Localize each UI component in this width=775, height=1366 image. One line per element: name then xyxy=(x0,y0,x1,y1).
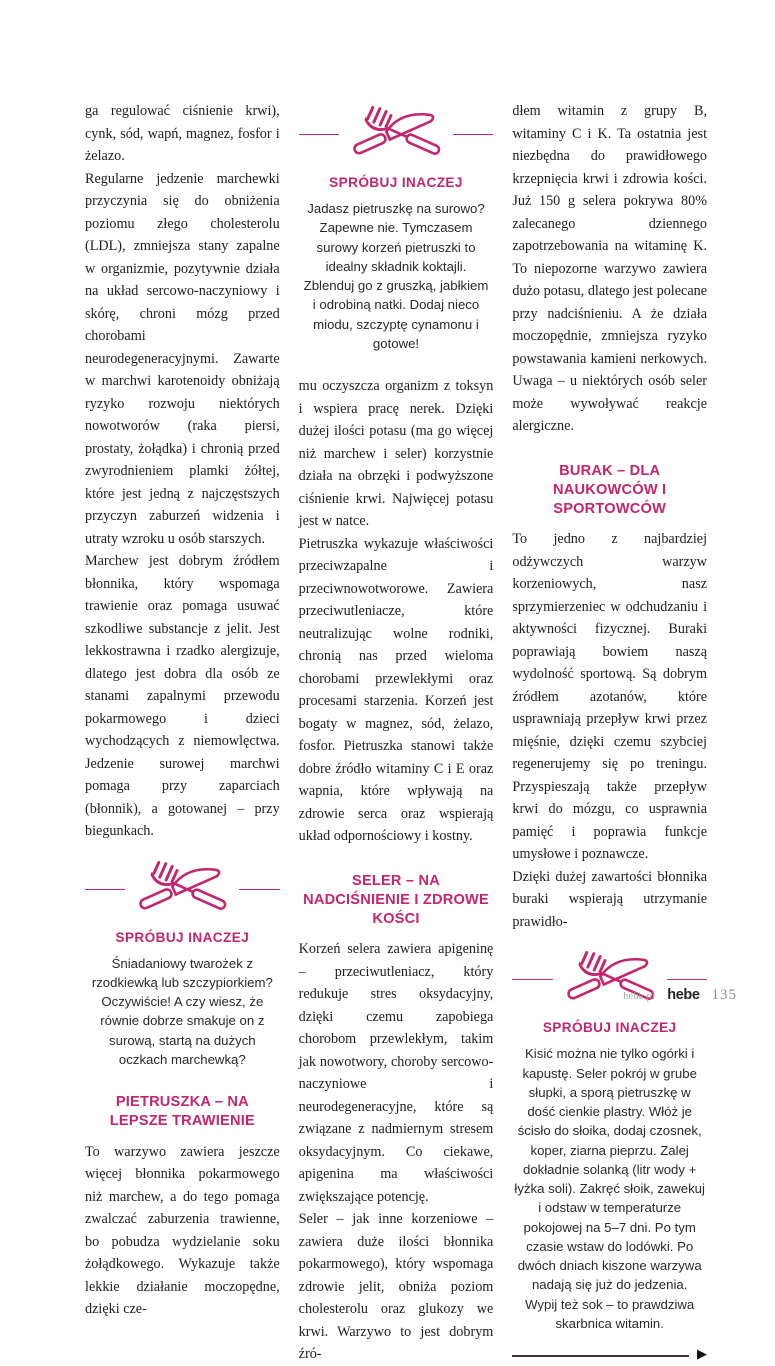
divider-line xyxy=(299,134,339,135)
column-middle xyxy=(299,100,494,1366)
page-number: 135 xyxy=(711,987,737,1003)
section-heading-pietruszka: PIETRUSZKA – NA LEPSZE TRAWIENIE xyxy=(109,1094,255,1130)
paragraph: Seler – jak inne korzeniowe – zawiera duże ilości błonnika pokarmowego), który wspomaga zdrowie jelit, obniża poziom cholesterolu oraz glukozy we krwi. Warzywo to jest dobrym źró- xyxy=(298,1211,494,1363)
paragraph: Pietruszka wykazuje właściwości przeciwzapalne i przeciwnowotworowe. Zawiera przeciwutleniacze, które neutralizując wolne rodniki, chronią nas przed wieloma chorobami przewlekłymi oraz procesami starzenia. Korzeń jest bogaty w magnez, sód, żelazo, fosfor. Pietruszka stanowi także dobre źródło witaminy C i E oraz wapnia, które wpływają na zdrowie serca oraz wspierają układ odpornościowy i kostny. xyxy=(298,535,494,845)
divider-line xyxy=(85,889,125,890)
divider-line xyxy=(512,979,552,980)
footer-site-url: hebe.pl xyxy=(623,991,656,1002)
paragraph: To jedno z najbardziej odżywczych warzyw korzeniowych, nasz sprzymierzeniec w odchudzaniu i aktywności fizycznej. Buraki poprawiają bowiem naszą wydolność sportową. Są dobrym źródłem azotanów, które usprawniają przepływ krwi przez mięśnie, dzięki czemu szybciej regenerujemy się po treningu. Przyspieszają także przepływ krwi do mózgu, co usprawnia pamięć i poprawia funkcje umysłowe i poznawcze. xyxy=(512,531,708,863)
try-box-text: Śniadaniowy twarożek z rzodkiewką lub szczypiorkiem? Oczywiście! A czy wiesz, że równie dobrze smakuje on z surową, startą na dużych oczkach marchewką? xyxy=(91,955,273,1067)
section-heading-burak: BURAK – DLA NAUKOWCÓW I SPORTOWCÓW xyxy=(553,462,667,517)
try-box-text: Kisić można nie tylko ogórki i kapustę. Seler pokrój w grube słupki, a sporą pietruszkę w dość cienkie plastry. Włóż je ścisło do słoika, dodaj czosnek, koper, ziarna pieprzu. Zalej dokładnie solanką (litr wody + łyżka soli). Zakręć słoik, zawekuj i odstaw w temperaturze pokojowej na 5–7 dni. Po tym czasie wstaw do lodówki. Po dwóch dniach kiszone warzywa nadają się już do jedzenia. Wypij też sok – to prawdziwa skarbnica witamin. xyxy=(514,1046,705,1331)
fork-knife-icon xyxy=(344,102,448,167)
page-footer xyxy=(623,987,737,1004)
continue-arrow-icon: ▶ xyxy=(697,1347,708,1363)
divider-line xyxy=(239,889,279,890)
paragraph: Korzeń selera zawiera apigeninę – przeciwutleniacz, który redukuje stres oksydacyjny, dzięki czemu zapobiega chorobom przewlekłym, takim jak nowotwory, choroby sercowo-naczyniowe i neurodegeneracyjne, które są związane z nadmiernym stresem oksydacyjnym. Co ciekawe, apigenina ma właściwości zwiększające potencję. xyxy=(298,941,494,1205)
try-box-title: SPRÓBUJ INACZEJ xyxy=(542,1020,677,1036)
paragraph: mu oczyszcza organizm z toksyn i wspiera pracę nerek. Dzięki dużej ilości potasu (ma go więcej niż marchew i seler) korzystnie działa na obrzęki i podwyższone ciśnienie krwi. Najwięcej potasu jest w natce. xyxy=(298,378,494,530)
magazine-page-body xyxy=(85,100,707,1366)
try-box-title: SPRÓBUJ INACZEJ xyxy=(115,929,250,945)
column-left xyxy=(85,100,280,1366)
hebe-logo: hebe xyxy=(667,987,700,1003)
end-rule-line xyxy=(512,1355,689,1357)
paragraph: To warzywo zawiera jeszcze więcej błonnika pokarmowego niż marchew, a do tego pomaga zwalczać zaburzenia trawienne, bo pobudza wydzielanie soku żołądkowego. Wykazuje także lekkie działanie moczopędne, dzięki cze- xyxy=(85,1143,280,1318)
column-right xyxy=(512,100,707,1366)
paragraph: ga regulować ciśnienie krwi), cynk, sód, wapń, magnez, fosfor i żelazo. xyxy=(85,103,280,164)
paragraph: dłem witamin z grupy B, witaminy C i K. Ta ostatnia jest niezbędna do prawidłowego krzepnięcia krwi i zdrowia kości. Już 150 g selera pokrywa 80% zalecanego dziennego zapotrzebowania na witaminę K. To niepozorne warzywo zawiera dużo potasu, dlatego jest polecane przy nadciśnieniu. A że działa moczopędnie, zmniejsza ryzyko powstawania kamieni nerkowych. Uwaga – u niektórych osób seler może wywoływać reakcje alergiczne. xyxy=(512,103,708,434)
paragraph: Regularne jedzenie marchewki przyczynia się do obniżenia poziomu złego cholesterolu (LDL), zmniejsza stany zapalne w organizmie, pozytywnie działa na układ sercowo-naczyniowy i skórę, chroni mózg przed chorobami neurodegeneracyjnymi. Zawarte w marchwi karotenoidy obniżają ryzyko rozwoju niektórych nowotworów (raka piersi, prostaty, żołądka) i chronią przed zwyrodnieniem plamki żółtej, które jest jedną z najczęstszych przyczyn zaburzeń widzenia i utraty wzroku u osób starszych. xyxy=(85,170,280,547)
try-divider xyxy=(299,102,494,167)
paragraph: Dzięki dużej zawartości błonnika buraki wspierają utrzymanie prawidło- xyxy=(512,868,708,930)
section-heading-seler: SELER – NA NADCIŚNIENIE I ZDROWE KOŚCI xyxy=(303,872,489,928)
try-box-text: Jadasz pietruszkę na surowo? Zapewne nie. Tymczasem surowy korzeń pietruszki to idealny składnik koktajli. Zblenduj go z gruszką, jabłkiem i odrobiną natki. Dodaj nieco miodu, szczyptę cynamonu i gotowe! xyxy=(303,201,489,351)
divider-line xyxy=(453,134,493,135)
article-end-rule xyxy=(512,1349,707,1362)
divider-line xyxy=(667,979,707,980)
try-box-title: SPRÓBUJ INACZEJ xyxy=(329,175,463,190)
paragraph: Marchew jest dobrym źródłem błonnika, który wspomaga trawienie oraz pomaga usuwać szkodliwe substancje z jelit. Jest lekkostrawna i rzadko alergizuje, dlatego jest dobra dla osób ze stanami zapalnymi przewodu pokarmowego i dzieci wychodzących z niemowlęctwa. Jedzenie surowej marchwi pomaga przy zaparciach (błonnik), a gotowanej – przy biegunkach. xyxy=(85,553,280,839)
fork-knife-icon xyxy=(130,857,234,922)
try-divider xyxy=(85,857,280,922)
